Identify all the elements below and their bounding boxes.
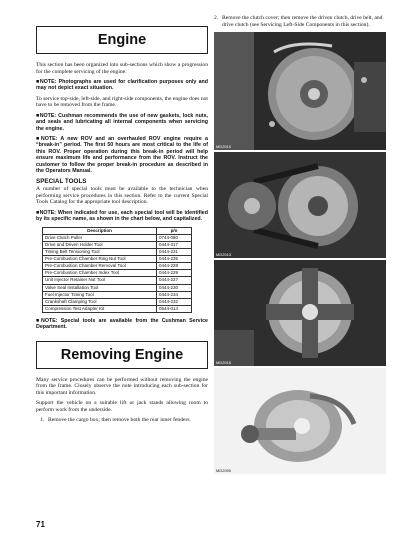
tool-part-number: 0444-228 [157, 263, 192, 270]
note-photographs: ■NOTE: Photographs are used for clarification purposes only and may not depict exact situation. [36, 79, 208, 92]
photo-drive-belt [214, 152, 386, 258]
step-1: 1. Remove the cargo box; then remove both the rear inner fenders. [46, 417, 208, 424]
tool-part-number: 0444-227 [157, 277, 192, 284]
step-2 [214, 15, 386, 28]
clutch-cover-illustration [214, 32, 386, 150]
note-break-in: ■NOTE: A new ROV and an overhauled ROV engine require a “break-in” period. The first 50 hours are most critical to the life of this ROV. Proper operation during this break-in period will help ensure maximum life and performance from the ROV. Instruct the customer to follow the proper break-in procedure as described in the Operators Manual. [36, 136, 208, 175]
section-heading-box-2 [36, 341, 208, 369]
photo-id-label: MD2090 [216, 468, 232, 473]
table-row [43, 234, 192, 241]
table-row [43, 298, 192, 305]
note-tool-names: ■NOTE: When indicated for use, each special tool will be identified by its specific name, as shown in the chart below, and capitalized. [36, 209, 208, 223]
support-vehicle-paragraph: Support the vehicle on a suitable lift or jack stands allowing room to perform work from the underside. [36, 400, 208, 413]
tool-part-number: 0544-014 [157, 305, 192, 312]
photo-id-label: MD2010 [216, 144, 232, 149]
drive-clutch-illustration [214, 368, 386, 474]
table-row [43, 263, 192, 270]
table-row [43, 284, 192, 291]
service-paragraph: To service top-side, left-side, and right-side components, the engine does not have to be removed from the frame. [36, 95, 208, 109]
tool-part-number: 0444-229 [157, 270, 192, 277]
note-gaskets: ■NOTE: Cushman recommends the use of new gaskets, lock nuts, and seals and lubricating all internal components when servicing the engine. [36, 112, 208, 132]
photo-clutch-cover [214, 32, 386, 150]
tool-part-number: 0444-317 [157, 241, 192, 248]
note-tool-availability: ■NOTE: Special tools are available from the Cushman Service Department. [36, 317, 208, 331]
table-row [43, 305, 192, 312]
page-number: 71 [36, 520, 45, 529]
clutch-tool-illustration [214, 260, 386, 366]
tool-description: Timing Belt Tensioning Tool [43, 249, 157, 256]
tool-part-number: 0444-234 [157, 291, 192, 298]
photo-drive-clutch-removed [214, 368, 386, 474]
table-row [43, 256, 192, 263]
tool-part-number: 0444-230 [157, 284, 192, 291]
photo-id-label: MD2013 [216, 252, 232, 257]
table-row [43, 270, 192, 277]
tool-part-number: 0444-231 [157, 249, 192, 256]
section-heading-box [36, 26, 208, 54]
tool-description: Crankshaft Clamping Tool [43, 298, 157, 305]
tool-description: Pre-Combustion Chamber Index Tool [43, 270, 157, 277]
step-2-text: Remove the clutch cover; then remove the driven clutch, drive belt, and drive clutch (see Servicing Left-Side Components in this section). [222, 15, 383, 28]
table-header-row [43, 227, 192, 234]
drive-belt-illustration [214, 152, 386, 258]
tool-description: Fuel Injector Timing Tool [43, 291, 157, 298]
table-row [43, 241, 192, 248]
tool-part-number: 0444-235 [157, 256, 192, 263]
tool-part-number: 0744-080 [157, 234, 192, 241]
removal-steps-list [36, 417, 208, 424]
table-row [43, 277, 192, 284]
removing-intro-paragraph: Many service procedures can be performed without removing the engine from the frame. Closely observe the note introducing each sub-section for this important information. [36, 376, 208, 396]
special-tools-paragraph: A number of special tools must be available to the technician when performing service procedures in this section. Refer to the current Special Tools Catalog for the appropriate tool description. [36, 186, 208, 206]
tool-description: Drive Clutch Puller [43, 234, 157, 241]
table-row [43, 291, 192, 298]
intro-paragraph: This section has been organized into sub-sections which show a progression for the complete servicing of the engine. [36, 62, 208, 75]
tool-part-number: 0444-232 [157, 298, 192, 305]
tool-description: Pre-Combustion Chamber Ring Nut Tool [43, 256, 157, 263]
right-column [214, 15, 386, 476]
section-title-removing-engine: Removing Engine [60, 346, 184, 363]
step-2-number: 2. [214, 15, 219, 21]
special-tools-heading: SPECIAL TOOLS [36, 178, 87, 186]
table-row [43, 249, 192, 256]
left-column [36, 26, 208, 424]
column-header-pn: p/n [157, 227, 192, 234]
tool-description: Compression Test Adapter Kit [43, 305, 157, 312]
photo-id-label: MD2015 [216, 360, 232, 365]
column-header-description: Description [43, 227, 157, 234]
tool-description: Drive and Driven Holder Tool [43, 241, 157, 248]
tool-description: Pre-Combustion Chamber Removal Tool [43, 263, 157, 270]
section-title: Engine [97, 32, 147, 48]
tool-description: Valve Seal Installation Tool [43, 284, 157, 291]
photo-clutch-tool [214, 260, 386, 366]
special-tools-table [42, 227, 192, 313]
tool-description: Unit Injector Retainer Nut Tool [43, 277, 157, 284]
